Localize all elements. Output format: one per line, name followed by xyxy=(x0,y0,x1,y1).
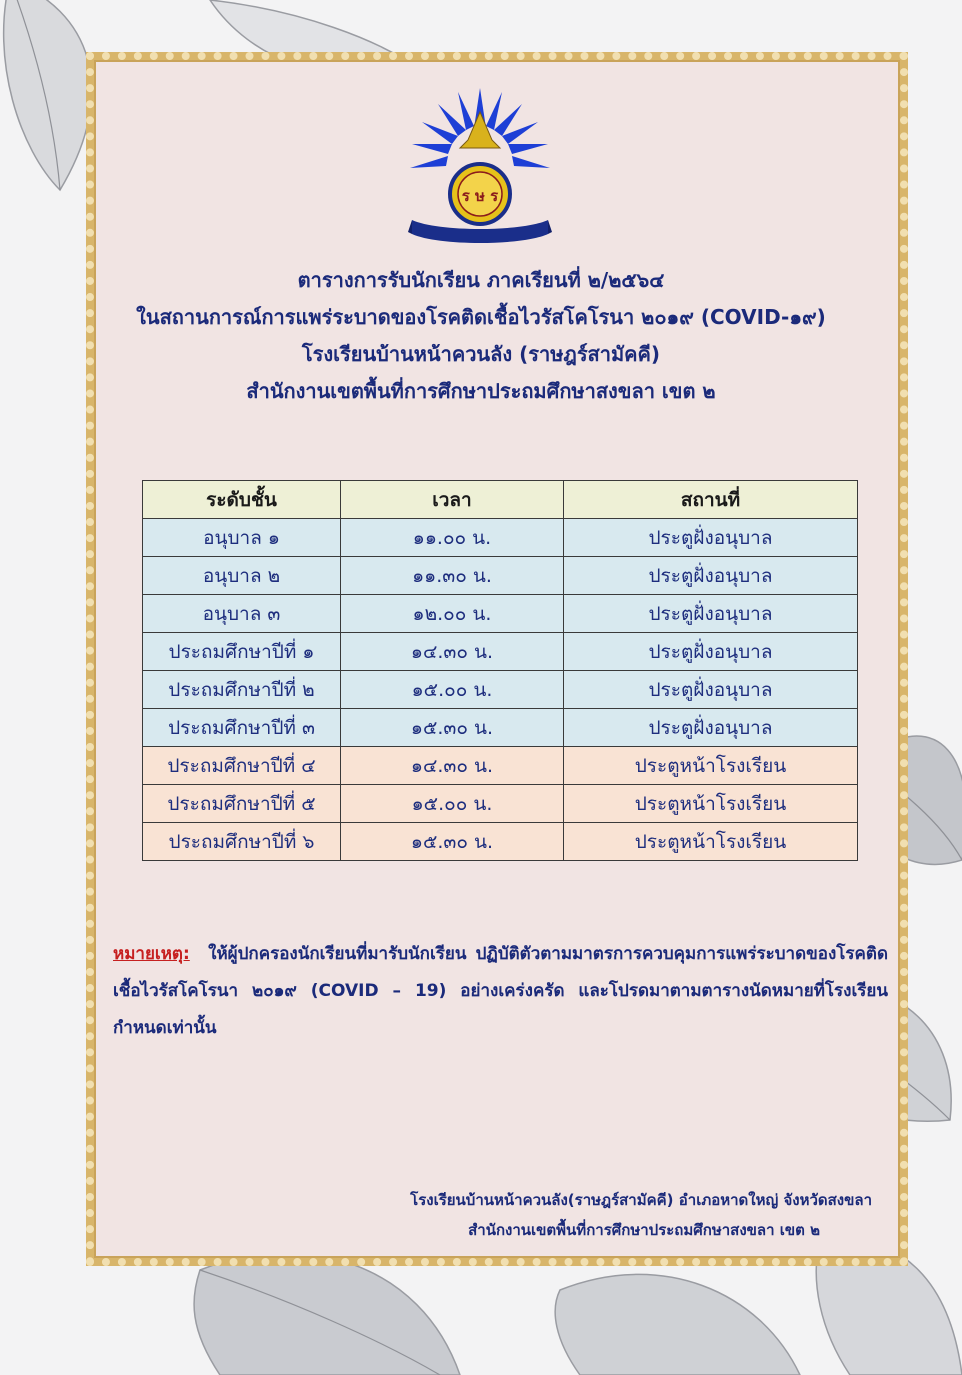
note-text: ให้ผู้ปกครองนักเรียนที่มารับนักเรียน ปฏิบัติตัวตามมาตรการควบคุมการแพร่ระบาดของโรคติดเชื้อไวรัสโคโรนา ๒๐๑๙ (COVID – 19) อย่างเคร่งครัด และโปรดมาตามตารางนัดหมายที่โรงเรียนกำหนดเท่านั้น xyxy=(113,944,888,1038)
cell-level: ประถมศึกษาปีที่ ๕ xyxy=(143,785,341,823)
table-row xyxy=(143,595,858,633)
cell-time: ๑๕.๓๐ น. xyxy=(341,709,564,747)
table-row xyxy=(143,709,858,747)
note-paragraph xyxy=(113,936,888,1047)
cell-place: ประตูฝั่งอนุบาล xyxy=(564,595,858,633)
cell-time: ๑๔.๓๐ น. xyxy=(341,633,564,671)
footer-line-1: โรงเรียนบ้านหน้าควนลัง(ราษฎร์สามัคคี) อำเภอหาดใหญ่ จังหวัดสงขลา xyxy=(410,1191,872,1209)
table-row xyxy=(143,747,858,785)
header-place: สถานที่ xyxy=(564,481,858,519)
cell-time: ๑๕.๐๐ น. xyxy=(341,671,564,709)
cell-level: อนุบาล ๒ xyxy=(143,557,341,595)
table-row xyxy=(143,671,858,709)
footer-line-2: สำนักงานเขตพื้นที่การศึกษาประถมศึกษาสงขลา เขต ๒ xyxy=(468,1221,820,1239)
cell-time: ๑๕.๐๐ น. xyxy=(341,785,564,823)
table-row xyxy=(143,633,858,671)
cell-place: ประตูฝั่งอนุบาล xyxy=(564,557,858,595)
cell-level: ประถมศึกษาปีที่ ๔ xyxy=(143,747,341,785)
cell-level: ประถมศึกษาปีที่ ๖ xyxy=(143,823,341,861)
leaf-shape xyxy=(194,1253,460,1375)
header-level: ระดับชั้น xyxy=(143,481,341,519)
footer-signature xyxy=(410,1185,872,1245)
heading-line-4: สำนักงานเขตพื้นที่การศึกษาประถมศึกษาสงขลา เขต ๒ xyxy=(246,379,716,403)
table-header-row xyxy=(143,481,858,519)
heading-line-3: โรงเรียนบ้านหน้าควนลัง (ราษฎร์สามัคคี) xyxy=(301,342,661,366)
cell-place: ประตูฝั่งอนุบาล xyxy=(564,671,858,709)
cell-time: ๑๑.๓๐ น. xyxy=(341,557,564,595)
cell-level: ประถมศึกษาปีที่ ๒ xyxy=(143,671,341,709)
cell-time: ๑๔.๓๐ น. xyxy=(341,747,564,785)
heading-line-1: ตารางการรับนักเรียน ภาคเรียนที่ ๒/๒๕๖๔ xyxy=(297,268,665,292)
cell-place: ประตูฝั่งอนุบาล xyxy=(564,519,858,557)
cell-time: ๑๕.๓๐ น. xyxy=(341,823,564,861)
heading-line-2: ในสถานการณ์การแพร่ระบาดของโรคติดเชื้อไวรัสโคโรนา ๒๐๑๙ (COVID-๑๙) xyxy=(136,305,826,329)
cell-place: ประตูฝั่งอนุบาล xyxy=(564,633,858,671)
cell-place: ประตูหน้าโรงเรียน xyxy=(564,747,858,785)
cell-level: ประถมศึกษาปีที่ ๓ xyxy=(143,709,341,747)
header-time: เวลา xyxy=(341,481,564,519)
cell-place: ประตูหน้าโรงเรียน xyxy=(564,823,858,861)
cell-time: ๑๑.๐๐ น. xyxy=(341,519,564,557)
cell-place: ประตูหน้าโรงเรียน xyxy=(564,785,858,823)
cell-time: ๑๒.๐๐ น. xyxy=(341,595,564,633)
note-label: หมายเหตุ: xyxy=(113,944,190,964)
table-row xyxy=(143,519,858,557)
page-heading xyxy=(96,262,866,410)
table-row xyxy=(143,823,858,861)
leaf-shape xyxy=(555,1274,800,1375)
cell-level: อนุบาล ๓ xyxy=(143,595,341,633)
table-row xyxy=(143,557,858,595)
cell-level: อนุบาล ๑ xyxy=(143,519,341,557)
school-logo xyxy=(408,82,552,246)
leaf-shape xyxy=(4,0,92,190)
emblem-monogram: ร ษ ร xyxy=(461,187,499,205)
cell-place: ประตูฝั่งอนุบาล xyxy=(564,709,858,747)
table-row xyxy=(143,785,858,823)
schedule-table xyxy=(142,480,858,861)
cell-level: ประถมศึกษาปีที่ ๑ xyxy=(143,633,341,671)
